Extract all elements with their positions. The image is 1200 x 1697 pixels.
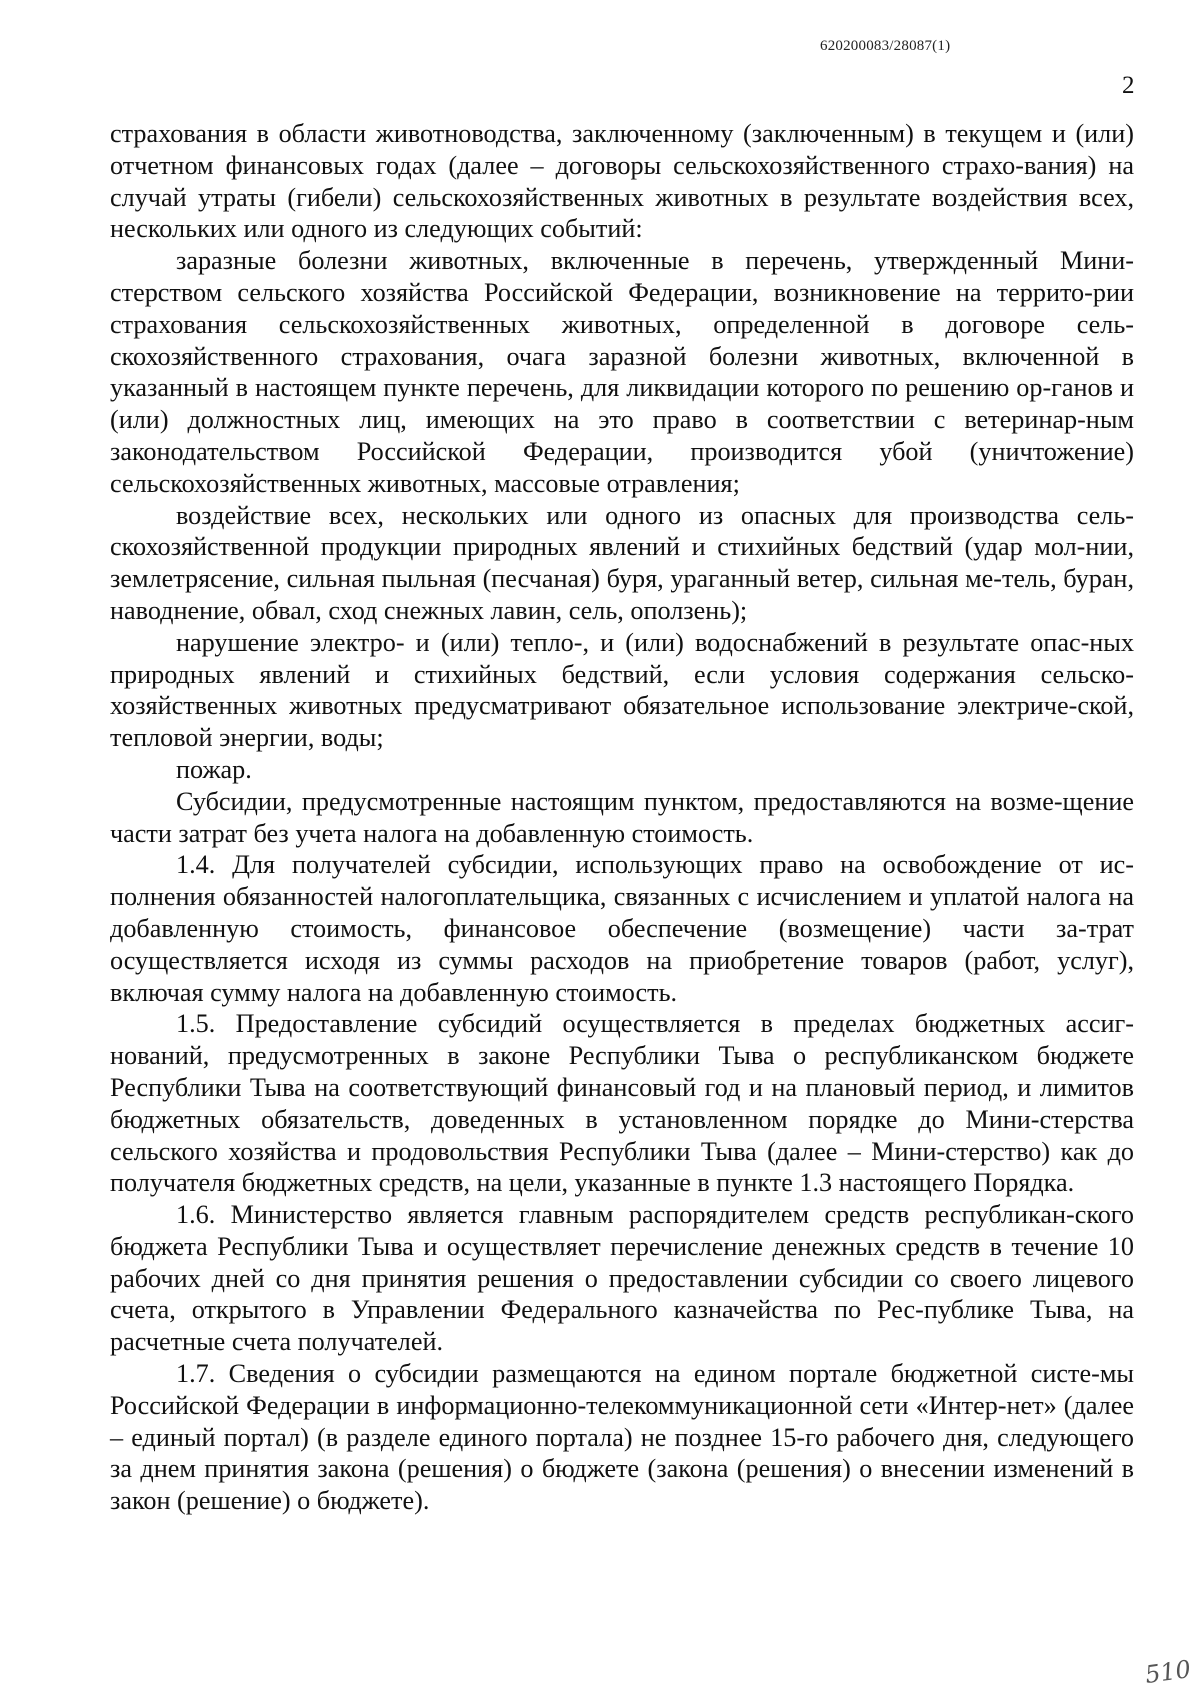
document-id: 620200083/28087(1) xyxy=(820,38,951,54)
paragraph-subsidies-vat: Субсидии, предусмотренные настоящим пунктом, предоставляются на возме-щение части затрат без учета налога на добавленную стоимость. xyxy=(110,786,1134,848)
paragraph-natural-hazards: воздействие всех, нескольких или одного из опасных для производства сель-скохозяйственной продукции природных явлений и стихийных бедствий (удар мол-нии, землетрясение, сильная пыльная (песчаная) буря, ураганный ветер, сильная ме-тель, буран, наводнение, обвал, сход снежных лавин, сель, оползень); xyxy=(110,500,1134,625)
paragraph-1-7: 1.7. Сведения о субсидии размещаются на едином портале бюджетной систе-мы Российской Федерации в информационно-телекоммуникационной сети «Интер-нет» (далее – единый портал) (в разделе единого портала) не позднее 15-го рабочего дня, следующего за днем принятия закона (решения) о бюджете (закона (решения) о внесении изменений в закон (решение) о бюджете). xyxy=(110,1359,1134,1516)
paragraph-continuation: страхования в области животноводства, заключенному (заключенным) в текущем и (или) отчетном финансовых годах (далее – договоры сельскохозяйственного страхо-вания) на случай утраты (гибели) сельскохозяйственных животных в результате воздействия всех, нескольких или одного из следующих событий: xyxy=(110,119,1134,244)
document-body xyxy=(110,118,1134,1517)
page-number: 2 xyxy=(1122,72,1135,99)
paragraph-1-6: 1.6. Министерство является главным распорядителем средств республикан-ского бюджета Республики Тыва и осуществляет перечисление денежных средств в течение 10 рабочих дней со дня принятия решения о предоставлении субсидии со своего лицевого счета, открытого в Управлении Федерального казначейства по Рес-публике Тыва, на расчетные счета получателей. xyxy=(110,1200,1134,1357)
handwritten-page-mark: 510 xyxy=(1143,1654,1193,1690)
paragraph-1-5: 1.5. Предоставление субсидий осуществляется в пределах бюджетных ассиг-нований, предусмотренных в законе Республики Тыва о республиканском бюджете Республики Тыва на соответствующий финансовый год и на плановый период, и лимитов бюджетных обязательств, доведенных в установленном порядке до Мини-стерства сельского хозяйства и продовольствия Республики Тыва (далее – Мини-стерство) как до получателя бюджетных средств, на цели, указанные в пункте 1.3 настоящего Порядка. xyxy=(110,1009,1134,1198)
paragraph-utility-disruption: нарушение электро- и (или) тепло-, и (или) водоснабжений в результате опас-ных природных явлений и стихийных бедствий, если условия содержания сельско-хозяйственных животных предусматривают обязательное использование электриче-ской, тепловой энергии, воды; xyxy=(110,627,1134,753)
paragraph-1-4: 1.4. Для получателей субсидии, использующих право на освобождение от ис-полнения обязанностей налогоплательщика, связанных с исчислением и уплатой налога на добавленную стоимость, финансовое обеспечение (возмещение) части за-трат осуществляется исходя из суммы расходов на приобретение товаров (работ, услуг), включая сумму налога на добавленную стоимость. xyxy=(110,850,1134,1007)
paragraph-fire: пожар. xyxy=(176,754,252,784)
paragraph-contagious-diseases: заразные болезни животных, включенные в перечень, утвержденный Мини-стерством сельского хозяйства Российской Федерации, возникновение на террито-рии страхования сельскохозяйственных животных, определенной в договоре сель-скохозяйственного страхования, очага заразной болезни животных, включенной в указанный в настоящем пункте перечень, для ликвидации которого по решению ор-ганов и (или) должностных лиц, имеющих на это право в соответствии с ветеринар-ным законодательством Российской Федерации, производится убой (уничтожение) сельскохозяйственных животных, массовые отравления; xyxy=(110,246,1134,498)
